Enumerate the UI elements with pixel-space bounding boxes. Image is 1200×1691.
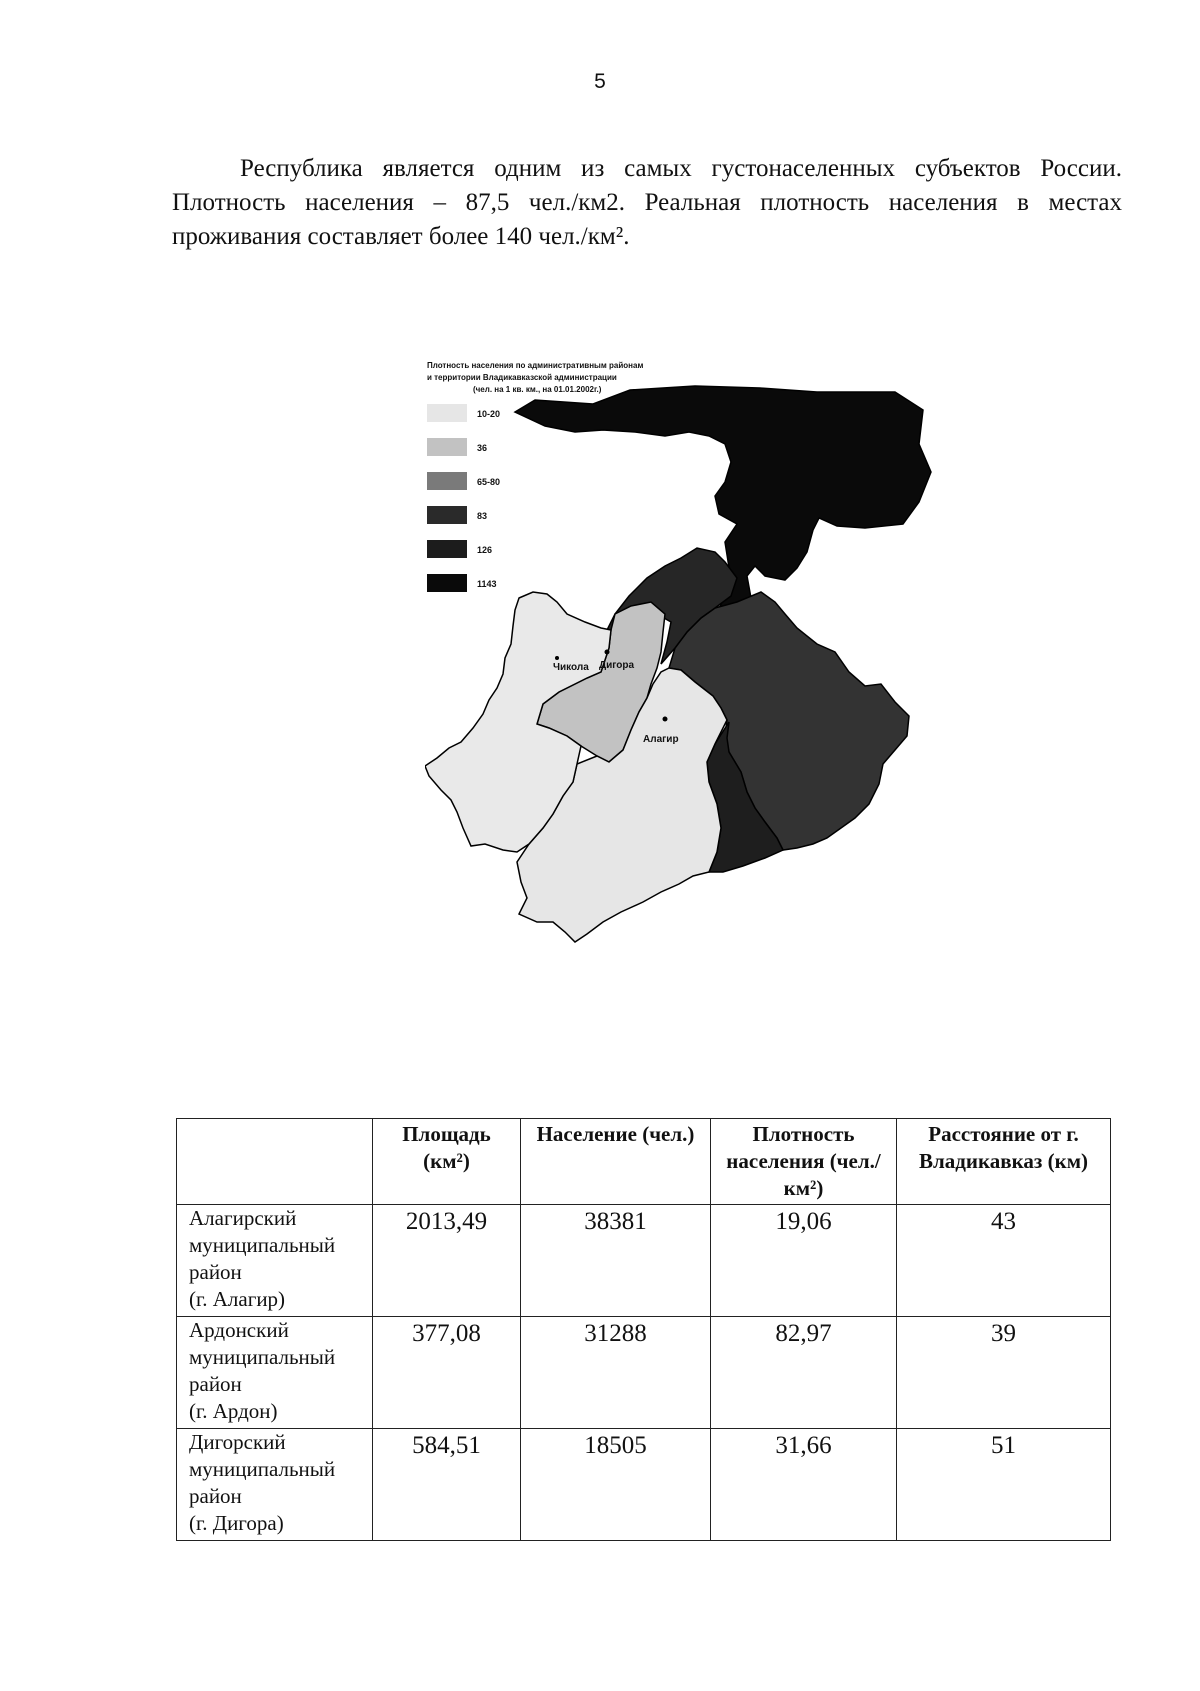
header-area: Площадь (км²) <box>373 1119 521 1205</box>
town-dot-chikola <box>555 656 559 660</box>
legend-label-4: 83 <box>477 511 488 521</box>
district-name-cell <box>177 1429 373 1541</box>
page-number: 5 <box>594 70 606 93</box>
legend-swatch-6 <box>427 574 467 592</box>
district-name-line: Ардонский <box>189 1318 289 1342</box>
district-name-line: муниципальный <box>189 1457 336 1481</box>
density-cell: 19,06 <box>711 1205 897 1317</box>
population-density-map <box>425 352 990 1032</box>
population-cell: 31288 <box>521 1317 711 1429</box>
district-name-line: район <box>189 1372 242 1396</box>
table-row <box>177 1429 1111 1541</box>
population-cell: 18505 <box>521 1429 711 1541</box>
density-cell: 31,66 <box>711 1429 897 1541</box>
district-name-line: район <box>189 1260 242 1284</box>
district-statistics-table <box>176 1118 1111 1541</box>
area-cell: 2013,49 <box>373 1205 521 1317</box>
town-label-alagir: Алагир <box>643 734 679 745</box>
district-name-line: Алагирский <box>189 1206 297 1230</box>
header-distance: Расстояние от г. Владикавказ (км) <box>897 1119 1111 1205</box>
distance-cell: 43 <box>897 1205 1111 1317</box>
header-density: Плотность населения (чел./ км²) <box>711 1119 897 1205</box>
district-name-line: муниципальный <box>189 1345 336 1369</box>
legend-label-3: 65-80 <box>477 477 501 487</box>
legend-swatch-5 <box>427 540 467 558</box>
header-empty <box>177 1119 373 1205</box>
legend-swatch-4 <box>427 506 467 524</box>
table-header-row <box>177 1119 1111 1205</box>
district-name-line: (г. Ардон) <box>189 1399 278 1423</box>
legend-title-line-1: Плотность населения по административным районам <box>427 361 644 370</box>
town-label-digora: Дигора <box>599 660 635 671</box>
map-svg <box>425 352 990 1032</box>
header-population: Население (чел.) <box>521 1119 711 1205</box>
distance-cell: 39 <box>897 1317 1111 1429</box>
town-dot-digora <box>605 650 610 655</box>
legend-label-2: 36 <box>477 443 488 453</box>
district-name-cell <box>177 1205 373 1317</box>
district-name-line: (г. Алагир) <box>189 1287 286 1311</box>
district-name-cell <box>177 1317 373 1429</box>
legend-swatch-3 <box>427 472 467 490</box>
legend-title-line-3: (чел. на 1 кв. км., на 01.01.2002г.) <box>473 385 602 394</box>
density-cell: 82,97 <box>711 1317 897 1429</box>
legend-label-5: 126 <box>477 545 493 555</box>
district-name-line: Дигорский <box>189 1430 286 1454</box>
legend <box>427 404 500 592</box>
area-cell: 377,08 <box>373 1317 521 1429</box>
area-cell: 584,51 <box>373 1429 521 1541</box>
district-name-line: (г. Дигора) <box>189 1511 284 1535</box>
intro-paragraph: Республика является одним из самых густонаселенных субъектов России. Плотность населения – 87,5 чел./км2. Реальная плотность населения в местах проживания составляет более 140 чел./км². <box>172 155 1122 250</box>
district-name-line: район <box>189 1484 242 1508</box>
legend-label-6: 1143 <box>477 579 497 589</box>
district-name-line: муниципальный <box>189 1233 336 1257</box>
town-dot-alagir <box>663 717 668 722</box>
table-row <box>177 1317 1111 1429</box>
distance-cell: 51 <box>897 1429 1111 1541</box>
legend-swatch-2 <box>427 438 467 456</box>
legend-title-line-2: и территории Владикавказской администрации <box>427 373 617 382</box>
population-cell: 38381 <box>521 1205 711 1317</box>
legend-swatch-1 <box>427 404 467 422</box>
table-row <box>177 1205 1111 1317</box>
legend-label-1: 10-20 <box>477 409 501 419</box>
town-label-chikola: Чикола <box>553 662 589 673</box>
